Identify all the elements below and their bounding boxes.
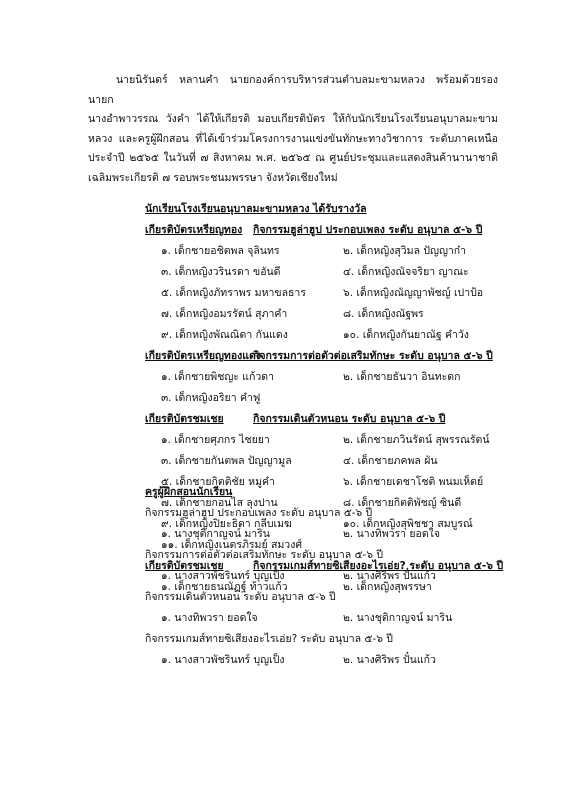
- student-row: [145, 388, 555, 409]
- student-name: ๗. เด็กชายกอนไส ลุงปาน: [161, 497, 278, 509]
- student-row: [145, 367, 555, 388]
- intro-paragraph-2: นางอำพาวรรณ วังคำ ได้ให้เกียรติ มอบเกียรติบัตร ให้กับนักเรียนโรงเรียนอนุบาลมะขามหลวง และครูผู้ฝึกสอน ที่ได้เข้าร่วมโครงการงานแข่งขันทักษะทางวิชาการ ระดับภาคเหนือ ประจำปี ๒๕๖๕ ในวันที่ ๗ สิงหาคม พ.ศ. ๒๕๖๕ ณ ศูนย์ประชุมและแสดงสินค้านานาชาติเฉลิมพระเกียรติ ๗ รอบพระชนมพรรษา จังหวัดเชียงใหม่: [88, 113, 498, 184]
- student-name: ๕. เด็กหญิงภัทราพร มหาขลธาร: [161, 287, 306, 299]
- teacher-activity: กิจกรรมฮูล่าฮูป ประกอบเพลง ระดับ อนุบาล ๕-๖ ปี: [145, 507, 373, 519]
- student-name: ๔. เด็กชายภคพล ผัน: [343, 455, 438, 467]
- student-name: ๑๐. เด็กหญิงกันยาณัฐ คำวัง: [343, 329, 469, 341]
- student-name: ๑๐. เด็กหญิงสุพิชชา สมบูรณ์: [343, 518, 473, 530]
- award-label: เกียรติบัตรเหรียญทอง: [145, 224, 243, 236]
- teacher-activity: กิจกรรมเดินตัวหนอน ระดับ อนุบาล ๕-๖ ปี: [145, 591, 336, 603]
- student-name: ๑. เด็กชายพิชญะ แก้วดา: [161, 371, 274, 383]
- student-name: ๒. เด็กหญิงสุวิมล ปัญญาก๋า: [343, 245, 467, 257]
- teacher-row: [145, 650, 555, 671]
- student-name: ๗. เด็กหญิงอมรรัตน์ สุภาคำ: [161, 308, 288, 320]
- teachers-section: [145, 482, 555, 671]
- teacher-name: ๑. นางสาวพัชรินทร์ บุญเป็ง: [161, 654, 285, 666]
- award-activity: กิจกรรมเดินตัวหนอน ระดับ อนุบาล ๕-๖ ปี: [253, 413, 446, 425]
- student-name: ๘. เด็กหญิงณัฐพร: [343, 308, 424, 320]
- teacher-name: ๑. นางชุติกาญจน์ มาริน: [161, 528, 270, 540]
- student-name: ๑. เด็กชายศุภกร ไชยยา: [161, 434, 270, 446]
- award-activity: กิจกรรมการต่อตัวต่อเสริมทักษะ ระดับ อนุบาล ๕-๖ ปี: [253, 350, 493, 362]
- student-row: [145, 430, 555, 451]
- award-line: [145, 220, 555, 241]
- teacher-row: [145, 524, 555, 545]
- student-name: ๕. เด็กชายกิตติชัย หมูคำ: [161, 476, 275, 488]
- student-name: ๓. เด็กหญิงวรินรดา ขอันดี: [161, 266, 281, 278]
- student-name: ๑. เด็กชายอชิตพล จุลินทร: [161, 245, 280, 257]
- student-name: ๖. เด็กหญิงณัญญาพัชญ์ เปาป้อ: [343, 287, 484, 299]
- teacher-name: ๒. นางศิริพร ปั๋นแก้ว: [343, 654, 436, 666]
- teacher-activity: กิจกรรมการต่อตัวต่อเสริมทักษะ ระดับ อนุบาล ๕-๖ ปี: [145, 549, 383, 561]
- student-name: ๔. เด็กหญิงณัจจริยา ญาณะ: [343, 266, 469, 278]
- student-name: ๘. เด็กชายกิตติพัชญ์ ซินดี: [343, 497, 462, 509]
- student-name: ๙. เด็กหญิงพัณณิดา กันแดง: [161, 329, 288, 341]
- intro-section: [88, 71, 498, 188]
- teacher-row: [145, 608, 555, 629]
- teacher-name: ๑. นางสาวพัชรินทร์ บุญเป็ง: [161, 570, 285, 582]
- student-name: ๒. เด็กชายธันวา อินทะดก: [343, 371, 461, 383]
- student-name: ๖. เด็กชายเดชาโชติ พนมเห็ตย์: [343, 476, 484, 488]
- award-label: เกียรติบัตรชมเชย: [145, 560, 224, 572]
- students-heading: นักเรียนโรงเรียนอนุบาลมะขามหลวง ได้รับรางวัล: [145, 203, 367, 215]
- student-name: ๑๑. เด็กหญิงเนตรภิรมย์ สมวงศ์: [161, 539, 302, 551]
- teachers-heading: ครูผู้ฝึกสอนนักเรียน: [145, 486, 233, 498]
- student-name: ๙. เด็กหญิงปิยะธิดา กลีบเมฆ: [161, 518, 292, 530]
- intro-paragraph-1: นายนิรันดร์ หลานคำ นายกองค์การบริหารส่วนตำบลมะขามหลวง พร้อมด้วยรองนายก: [88, 74, 498, 106]
- student-row: [145, 241, 555, 262]
- student-name: ๒. เด็กชายภวินรัตน์ สุพรรณรัตน์: [343, 434, 490, 446]
- student-row: [145, 325, 555, 346]
- award-activity: กิจกรรมเกมส์ทายซิเสียงอะไรเอ่ย? ระดับ อนุบาล ๕-๖ ปี: [253, 560, 504, 572]
- teacher-row: [145, 566, 555, 587]
- teacher-name: ๒. นางทิพวรา ยอดใจ: [343, 528, 440, 540]
- award-label: เกียรติบัตรชมเชย: [145, 413, 224, 425]
- award-label: เกียรติบัตรเหรียญทองแดง: [145, 350, 261, 362]
- student-row: [145, 451, 555, 472]
- student-name: ๓. เด็กชายกันตพล ปัญญามูล: [161, 455, 292, 467]
- award-line: [145, 409, 555, 430]
- award-activity: กิจกรรมฮูล่าฮูป ประกอบเพลง ระดับ อนุบาล ๕-๖ ปี: [253, 224, 483, 236]
- student-row: [145, 262, 555, 283]
- student-name: ๒. เด็กหญิงสุพรรษา: [343, 581, 432, 593]
- teacher-activity: กิจกรรมเกมส์ทายซิเสียงอะไรเอ่ย? ระดับ อนุบาล ๕-๖ ปี: [145, 633, 393, 645]
- student-row: [145, 283, 555, 304]
- teacher-name: ๒. นางชุติกาญจน์ มาริน: [343, 612, 453, 624]
- student-name: ๓. เด็กหญิงอริยา คำฟู: [161, 392, 261, 404]
- award-line: [145, 346, 555, 367]
- student-row: [145, 304, 555, 325]
- teacher-name: ๑. นางทิพวรา ยอดใจ: [161, 612, 258, 624]
- teacher-name: ๒. นางศิริพร ปั๋นแก้ว: [343, 570, 436, 582]
- student-name: ๑. เด็กชายธนณัฏฐ์ ท้าวแก้ว: [161, 581, 288, 593]
